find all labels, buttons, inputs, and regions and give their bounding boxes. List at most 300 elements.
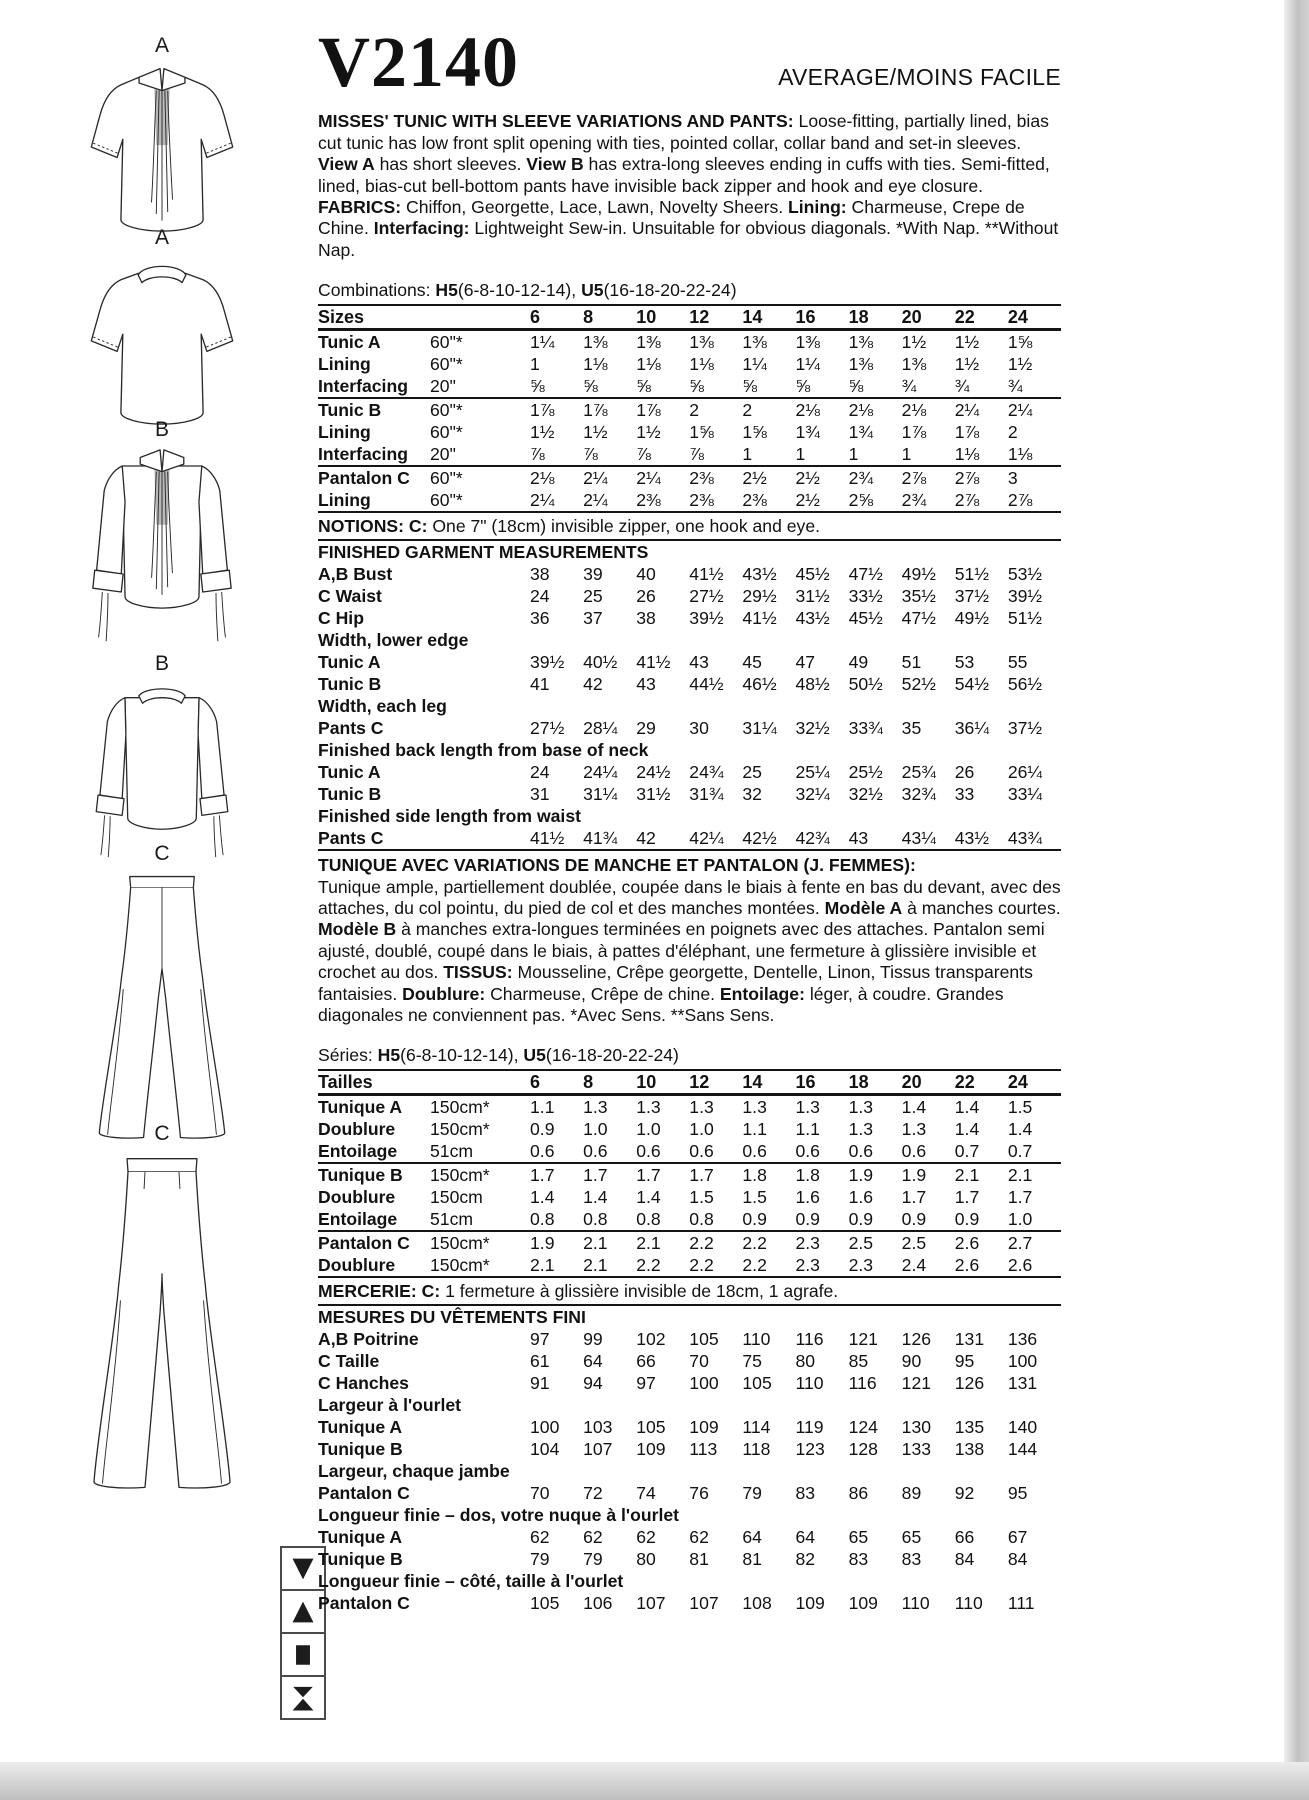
value-cell: 24¾ bbox=[689, 762, 724, 783]
view-b-back-label: B bbox=[154, 652, 169, 675]
value-cell: 1.3 bbox=[636, 1097, 661, 1118]
tunic-a-back-drawing bbox=[76, 253, 248, 425]
notions-line bbox=[318, 513, 1061, 541]
value-cell: 2¼ bbox=[636, 468, 661, 489]
value-cell: 41 bbox=[530, 674, 550, 695]
table-row bbox=[318, 1095, 1061, 1119]
value-cell: 83 bbox=[795, 1483, 816, 1504]
table-row bbox=[318, 827, 1061, 850]
value-cell: 1.6 bbox=[848, 1187, 874, 1208]
value-cell: 2 bbox=[742, 400, 753, 421]
value-cell: 2.1 bbox=[583, 1255, 608, 1276]
value-cell: 1⅜ bbox=[795, 332, 820, 353]
value-cell: 40 bbox=[636, 564, 656, 585]
value-cell: 39 bbox=[583, 564, 603, 585]
value-cell: 126 bbox=[901, 1329, 932, 1350]
value-cell: 0.8 bbox=[583, 1209, 608, 1230]
value-cell: 2.3 bbox=[795, 1233, 820, 1254]
table-row bbox=[318, 375, 1061, 398]
value-cell: 1½ bbox=[901, 332, 927, 353]
table-row bbox=[318, 1163, 1061, 1186]
bold-text-segment: View A bbox=[318, 154, 375, 175]
bold-text-segment: MISSES' TUNIC WITH SLEEVE VARIATIONS AND PANTS: bbox=[318, 111, 799, 132]
value-cell: 43 bbox=[848, 828, 869, 849]
row-label-cell: Tunic B bbox=[318, 784, 382, 805]
table-row bbox=[318, 1526, 1061, 1548]
value-cell: 24¼ bbox=[583, 762, 618, 783]
fabric-width-cell: 60"* bbox=[430, 400, 463, 421]
row-label-cell: Tunique A bbox=[318, 1097, 403, 1118]
value-cell: 41½ bbox=[530, 828, 565, 849]
table-group bbox=[318, 1306, 1061, 1614]
value-cell: 42 bbox=[583, 674, 603, 695]
value-cell: 1.0 bbox=[636, 1119, 661, 1140]
bold-text-segment: H5 bbox=[377, 1045, 401, 1066]
table-row bbox=[318, 761, 1061, 783]
section-subhead-cell: Longueur finie – dos, votre nuque à l'ourlet bbox=[318, 1505, 679, 1526]
fabric-width-cell: 51cm bbox=[430, 1209, 474, 1230]
value-cell: 28¼ bbox=[583, 718, 618, 739]
fabric-width-cell: 150cm* bbox=[430, 1165, 490, 1186]
value-cell: 44½ bbox=[689, 674, 724, 695]
bold-text-segment: FABRICS: bbox=[318, 197, 402, 218]
value-cell: 131 bbox=[954, 1329, 985, 1350]
bold-text-segment: MERCERIE: C: bbox=[318, 1281, 441, 1302]
description-french bbox=[318, 877, 1061, 1027]
value-cell: 89 bbox=[901, 1483, 922, 1504]
value-cell: 1.3 bbox=[689, 1097, 714, 1118]
table-row bbox=[318, 353, 1061, 375]
value-cell: ⅝ bbox=[636, 376, 651, 397]
value-cell: 31½ bbox=[795, 586, 830, 607]
value-cell: 2⅜ bbox=[689, 490, 714, 511]
finished-measurements-table-english bbox=[318, 541, 1061, 851]
fabric-width-cell: 60"* bbox=[430, 468, 463, 489]
value-cell: 84 bbox=[1007, 1549, 1028, 1570]
value-cell: 62 bbox=[689, 1527, 709, 1548]
value-cell: 1.6 bbox=[795, 1187, 820, 1208]
table-row bbox=[318, 1350, 1061, 1372]
row-label-cell: A,B Bust bbox=[318, 564, 393, 585]
text-segment: Charmeuse, Crêpe de chine. bbox=[485, 983, 720, 1004]
value-cell: 42¼ bbox=[689, 828, 724, 849]
table-row bbox=[318, 607, 1061, 629]
value-cell: 109 bbox=[636, 1439, 666, 1460]
value-cell: 1½ bbox=[530, 422, 555, 443]
value-cell: 108 bbox=[742, 1593, 772, 1614]
value-cell: 41½ bbox=[742, 608, 777, 629]
table-row bbox=[318, 541, 1061, 563]
value-cell: 2.7 bbox=[1007, 1233, 1033, 1254]
figure-view-b-back bbox=[62, 652, 262, 860]
bold-text-segment: Lining: bbox=[788, 197, 847, 218]
value-cell: 79 bbox=[583, 1549, 603, 1570]
table-row bbox=[318, 1231, 1061, 1254]
value-cell: 0.6 bbox=[848, 1141, 874, 1162]
row-label-cell: Tunic A bbox=[318, 332, 381, 353]
bold-text-segment: Modèle B bbox=[318, 919, 397, 940]
value-cell: 1.4 bbox=[1007, 1119, 1033, 1140]
value-cell: 109 bbox=[689, 1417, 719, 1438]
french-heading: TUNIQUE AVEC VARIATIONS DE MANCHE ET PANTALON (J. FEMMES): bbox=[318, 855, 916, 876]
value-cell: 91 bbox=[530, 1373, 550, 1394]
value-cell: 2 bbox=[1007, 422, 1018, 443]
section-subhead-cell: Width, each leg bbox=[318, 696, 447, 717]
value-cell: 62 bbox=[636, 1527, 656, 1548]
value-cell: 43 bbox=[636, 674, 656, 695]
row-label-cell: Interfacing bbox=[318, 444, 408, 465]
value-cell: 103 bbox=[583, 1417, 613, 1438]
row-label-cell: A,B Poitrine bbox=[318, 1329, 419, 1350]
value-cell: 1.8 bbox=[742, 1165, 767, 1186]
size-header-cell: 18 bbox=[848, 1072, 869, 1093]
value-cell: 62 bbox=[583, 1527, 603, 1548]
value-cell: 102 bbox=[636, 1329, 666, 1350]
value-cell: 2⅜ bbox=[689, 468, 714, 489]
value-cell: 1⅜ bbox=[583, 332, 608, 353]
text-segment: One 7" (18cm) invisible zipper, one hook and eye. bbox=[427, 516, 821, 537]
value-cell: 1.4 bbox=[954, 1119, 980, 1140]
table-row bbox=[318, 398, 1061, 421]
row-label-cell: Doublure bbox=[318, 1255, 396, 1276]
fabric-width-cell: 20" bbox=[430, 376, 456, 397]
value-cell: 66 bbox=[636, 1351, 656, 1372]
value-cell: 1½ bbox=[954, 354, 980, 375]
size-header-cell: 10 bbox=[636, 307, 657, 328]
value-cell: 31½ bbox=[636, 784, 671, 805]
value-cell: 1⅛ bbox=[636, 354, 661, 375]
value-cell: 74 bbox=[636, 1483, 656, 1504]
value-cell: 106 bbox=[583, 1593, 613, 1614]
value-cell: 2⅞ bbox=[1007, 490, 1033, 511]
table-row bbox=[318, 1482, 1061, 1504]
table-group bbox=[318, 1163, 1061, 1231]
value-cell: 2.4 bbox=[901, 1255, 927, 1276]
value-cell: 2⅞ bbox=[954, 490, 980, 511]
value-cell: 0.6 bbox=[901, 1141, 927, 1162]
value-cell: 1.3 bbox=[583, 1097, 608, 1118]
value-cell: 48½ bbox=[795, 674, 830, 695]
value-cell: 47½ bbox=[848, 564, 883, 585]
row-label-cell: Entoilage bbox=[318, 1141, 398, 1162]
value-cell: 136 bbox=[1007, 1329, 1038, 1350]
value-cell: 1¼ bbox=[742, 354, 767, 375]
value-cell: 1½ bbox=[954, 332, 980, 353]
value-cell: 105 bbox=[530, 1593, 560, 1614]
value-cell: 29½ bbox=[742, 586, 777, 607]
value-cell: 1.0 bbox=[689, 1119, 714, 1140]
value-cell: 42½ bbox=[742, 828, 777, 849]
value-cell: 85 bbox=[848, 1351, 869, 1372]
row-label-cell: Pantalon C bbox=[318, 1233, 410, 1254]
value-cell: ⅝ bbox=[742, 376, 758, 397]
value-cell: 140 bbox=[1007, 1417, 1038, 1438]
value-cell: 2.5 bbox=[848, 1233, 874, 1254]
value-cell: 24 bbox=[530, 586, 550, 607]
value-cell: 111 bbox=[1007, 1593, 1035, 1614]
value-cell: 2⅜ bbox=[742, 490, 767, 511]
fabric-width-cell: 60"* bbox=[430, 354, 463, 375]
view-b-label: B bbox=[154, 418, 169, 441]
value-cell: 62 bbox=[530, 1527, 550, 1548]
value-cell: 53½ bbox=[1007, 564, 1043, 585]
value-cell: 0.6 bbox=[530, 1141, 555, 1162]
value-cell: 2.2 bbox=[689, 1255, 714, 1276]
value-cell: 38 bbox=[530, 564, 550, 585]
value-cell: 25½ bbox=[848, 762, 883, 783]
value-cell: 81 bbox=[689, 1549, 709, 1570]
pants-c-back-drawing bbox=[77, 1149, 247, 1499]
value-cell: 0.9 bbox=[530, 1119, 555, 1140]
value-cell: ⅝ bbox=[530, 376, 545, 397]
size-header-cell: 10 bbox=[636, 1072, 657, 1093]
value-cell: 1.0 bbox=[583, 1119, 608, 1140]
value-cell: 80 bbox=[636, 1549, 656, 1570]
value-cell: 2.1 bbox=[954, 1165, 980, 1186]
value-cell: 105 bbox=[636, 1417, 666, 1438]
value-cell: 2½ bbox=[795, 468, 820, 489]
value-cell: 2⅛ bbox=[901, 400, 927, 421]
table-row bbox=[318, 717, 1061, 739]
value-cell: ⅞ bbox=[530, 444, 545, 465]
value-cell: 1 bbox=[901, 444, 912, 465]
value-cell: 104 bbox=[530, 1439, 560, 1460]
table-group bbox=[318, 466, 1061, 512]
size-header-cell: 24 bbox=[1007, 307, 1028, 328]
text-segment: Tunique ample, partiellement doublée, coupée dans le biais à fente en bas du devant, avec des attaches, du col pointu, du pied de col et des manches montées. bbox=[318, 876, 1061, 919]
section-subhead-cell: Finished back length from base of neck bbox=[318, 740, 649, 761]
value-cell: 2⅛ bbox=[530, 468, 555, 489]
value-cell: 1.9 bbox=[901, 1165, 927, 1186]
value-cell: ¾ bbox=[1007, 376, 1023, 397]
value-cell: 0.6 bbox=[636, 1141, 661, 1162]
value-cell: 2⅞ bbox=[954, 468, 980, 489]
series-line bbox=[318, 1045, 1061, 1066]
value-cell: 2¼ bbox=[583, 468, 608, 489]
table-row bbox=[318, 1592, 1061, 1614]
row-label-cell: Lining bbox=[318, 422, 371, 443]
size-header-cell: 12 bbox=[689, 1072, 710, 1093]
value-cell: 41½ bbox=[689, 564, 724, 585]
value-cell: 2½ bbox=[795, 490, 820, 511]
value-cell: 109 bbox=[848, 1593, 878, 1614]
row-label-cell: Tunic B bbox=[318, 674, 382, 695]
table-group bbox=[318, 398, 1061, 466]
size-header-label-cell: Sizes bbox=[318, 307, 365, 328]
size-header-cell: 24 bbox=[1007, 1072, 1028, 1093]
value-cell: 2.2 bbox=[742, 1233, 767, 1254]
value-cell: ⅝ bbox=[689, 376, 704, 397]
value-cell: 95 bbox=[1007, 1483, 1028, 1504]
tunic-b-front-drawing bbox=[72, 445, 252, 649]
table-row bbox=[318, 1140, 1061, 1163]
table-row bbox=[318, 585, 1061, 607]
value-cell: 0.6 bbox=[583, 1141, 608, 1162]
value-cell: 55 bbox=[1007, 652, 1028, 673]
value-cell: 32½ bbox=[848, 784, 883, 805]
value-cell: ⅞ bbox=[636, 444, 651, 465]
bold-text-segment: U5 bbox=[523, 1045, 546, 1066]
value-cell: 80 bbox=[795, 1351, 816, 1372]
value-cell: 1.7 bbox=[530, 1165, 555, 1186]
value-cell: 1.0 bbox=[1007, 1209, 1033, 1230]
value-cell: 38 bbox=[636, 608, 656, 629]
value-cell: 2⅜ bbox=[636, 490, 661, 511]
value-cell: 43½ bbox=[954, 828, 989, 849]
value-cell: 2.1 bbox=[1007, 1165, 1033, 1186]
row-label-cell: Tunique A bbox=[318, 1527, 403, 1548]
value-cell: 119 bbox=[795, 1417, 824, 1438]
value-cell: 51½ bbox=[1007, 608, 1043, 629]
view-a-label: A bbox=[154, 34, 169, 57]
bold-text-segment: View B bbox=[526, 154, 584, 175]
text-segment: (6-8-10-12-14), bbox=[400, 1045, 524, 1066]
size-header-cell: 20 bbox=[901, 307, 922, 328]
value-cell: ¾ bbox=[954, 376, 970, 397]
value-cell: 2.1 bbox=[583, 1233, 608, 1254]
value-cell: 1.4 bbox=[636, 1187, 661, 1208]
size-header-cell: 14 bbox=[742, 1072, 763, 1093]
value-cell: 105 bbox=[689, 1329, 719, 1350]
table-row bbox=[318, 1186, 1061, 1208]
table-row bbox=[318, 739, 1061, 761]
table-row bbox=[318, 1254, 1061, 1277]
row-label-cell: C Taille bbox=[318, 1351, 380, 1372]
value-cell: 29 bbox=[636, 718, 656, 739]
value-cell: 0.8 bbox=[689, 1209, 714, 1230]
value-cell: 110 bbox=[901, 1593, 930, 1614]
value-cell: 100 bbox=[530, 1417, 560, 1438]
value-cell: 46½ bbox=[742, 674, 777, 695]
value-cell: 2⅛ bbox=[795, 400, 820, 421]
value-cell: 1 bbox=[848, 444, 859, 465]
value-cell: 1⅛ bbox=[1007, 444, 1033, 465]
row-label-cell: C Waist bbox=[318, 586, 382, 607]
value-cell: 0.8 bbox=[636, 1209, 661, 1230]
size-header-label-cell: Tailles bbox=[318, 1072, 373, 1093]
row-label-cell: C Hanches bbox=[318, 1373, 409, 1394]
value-cell: 1¾ bbox=[795, 422, 820, 443]
value-cell: 1.9 bbox=[848, 1165, 874, 1186]
table-row bbox=[318, 489, 1061, 512]
text-segment: à manches courtes. bbox=[902, 898, 1061, 919]
value-cell: 82 bbox=[795, 1549, 816, 1570]
value-cell: 72 bbox=[583, 1483, 603, 1504]
bold-text-segment: Doublure: bbox=[402, 983, 486, 1004]
size-header-cell: 16 bbox=[795, 1072, 816, 1093]
section-subhead-cell: Longueur finie – côté, taille à l'ourlet bbox=[318, 1571, 624, 1592]
table-row bbox=[318, 1438, 1061, 1460]
row-label-cell: C Hip bbox=[318, 608, 364, 629]
value-cell: 45½ bbox=[795, 564, 830, 585]
value-cell: 32½ bbox=[795, 718, 830, 739]
value-cell: 126 bbox=[954, 1373, 985, 1394]
value-cell: 1.5 bbox=[689, 1187, 714, 1208]
fabric-width-cell: 150cm* bbox=[430, 1119, 490, 1140]
size-header-cell: 20 bbox=[901, 1072, 922, 1093]
table-row bbox=[318, 330, 1061, 354]
value-cell: ⅝ bbox=[848, 376, 864, 397]
value-cell: 31¼ bbox=[583, 784, 618, 805]
view-c-label: C bbox=[154, 842, 170, 865]
table-row bbox=[318, 1118, 1061, 1140]
value-cell: 25 bbox=[742, 762, 762, 783]
value-cell: 43¼ bbox=[901, 828, 936, 849]
value-cell: 144 bbox=[1007, 1439, 1038, 1460]
main-content-column bbox=[318, 22, 1061, 1614]
fabric-width-cell: 60"* bbox=[430, 332, 463, 353]
value-cell: 2.6 bbox=[954, 1233, 980, 1254]
section-subhead-cell: Largeur, chaque jambe bbox=[318, 1461, 510, 1482]
value-cell: 25¾ bbox=[901, 762, 936, 783]
tunic-b-back-drawing bbox=[74, 679, 250, 860]
value-cell: 75 bbox=[742, 1351, 762, 1372]
value-cell: 1.3 bbox=[795, 1097, 820, 1118]
text-segment: Chiffon, Georgette, Lace, Lawn, Novelty Sheers. bbox=[401, 197, 789, 218]
row-label-cell: Tunic A bbox=[318, 652, 381, 673]
size-header-cell: 16 bbox=[795, 307, 816, 328]
value-cell: 2¼ bbox=[583, 490, 608, 511]
figure-view-a-back bbox=[62, 226, 262, 425]
size-header-cell: 22 bbox=[954, 1072, 975, 1093]
value-cell: 1½ bbox=[583, 422, 608, 443]
value-cell: 51½ bbox=[954, 564, 989, 585]
value-cell: 64 bbox=[795, 1527, 816, 1548]
value-cell: 43½ bbox=[795, 608, 830, 629]
value-cell: 64 bbox=[742, 1527, 762, 1548]
value-cell: 1 bbox=[742, 444, 753, 465]
value-cell: 2.1 bbox=[530, 1255, 555, 1276]
size-header-cell: 22 bbox=[954, 307, 975, 328]
value-cell: 49 bbox=[848, 652, 869, 673]
value-cell: 1.3 bbox=[848, 1097, 874, 1118]
value-cell: 1⅜ bbox=[848, 354, 874, 375]
value-cell: ¾ bbox=[901, 376, 917, 397]
fabric-width-cell: 150cm bbox=[430, 1187, 483, 1208]
value-cell: 1.7 bbox=[636, 1165, 661, 1186]
table-row bbox=[318, 805, 1061, 827]
table-row bbox=[318, 421, 1061, 443]
value-cell: 41¾ bbox=[583, 828, 618, 849]
value-cell: 42 bbox=[636, 828, 656, 849]
value-cell: 116 bbox=[848, 1373, 877, 1394]
figure-view-a-front bbox=[62, 34, 262, 233]
value-cell: 1⅛ bbox=[583, 354, 608, 375]
value-cell: 47½ bbox=[901, 608, 936, 629]
value-cell: 76 bbox=[689, 1483, 709, 1504]
row-label-cell: Lining bbox=[318, 490, 371, 511]
value-cell: 2⅞ bbox=[901, 468, 927, 489]
row-label-cell: Doublure bbox=[318, 1187, 396, 1208]
value-cell: 1 bbox=[795, 444, 806, 465]
value-cell: 49½ bbox=[901, 564, 936, 585]
page-edge-shadow-bottom bbox=[0, 1762, 1309, 1800]
value-cell: 1.7 bbox=[901, 1187, 927, 1208]
text-segment: Charmeuse, Crepe de Chine. bbox=[318, 197, 1025, 239]
value-cell: 1.9 bbox=[530, 1233, 555, 1254]
value-cell: 123 bbox=[795, 1439, 825, 1460]
value-cell: 2.2 bbox=[689, 1233, 714, 1254]
value-cell: 86 bbox=[848, 1483, 869, 1504]
value-cell: 1 bbox=[530, 354, 540, 375]
table-row bbox=[318, 629, 1061, 651]
value-cell: 35½ bbox=[901, 586, 936, 607]
text-segment: Séries: bbox=[318, 1045, 378, 1066]
table-row bbox=[318, 563, 1061, 585]
value-cell: 109 bbox=[795, 1593, 825, 1614]
table-row bbox=[318, 1372, 1061, 1394]
text-segment: à manches extra-longues terminées en poignets avec des attaches. Pantalon semi ajusté, doublé, coupé dans le biais, à pattes d'éléphant, une fermeture à glissière invisible et crochet au dos. bbox=[318, 919, 1045, 983]
